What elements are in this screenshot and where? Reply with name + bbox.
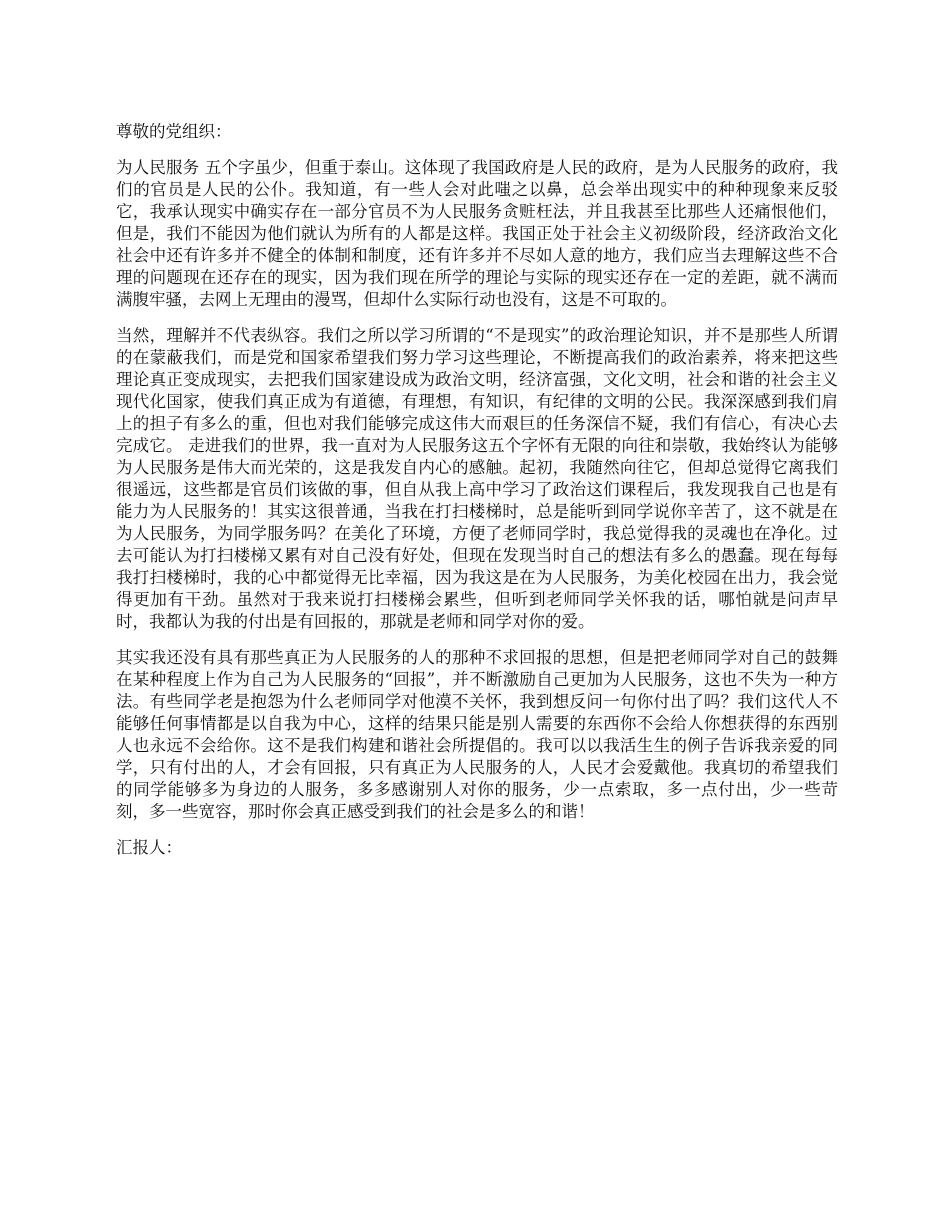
salutation: 尊敬的党组织：	[116, 122, 232, 141]
paragraph-2: 当然，理解并不代表纵容。我们之所以学习所谓的“不是现实”的政治理论知识，并不是那些人所谓的在蒙蔽我们，而是党和国家希望我们努力学习这些理论，不断提高我们的政治素养，将来把这些理论真正变成现实，去把我们国家建设成为政治文明，经济富强，文化文明，社会和谐的社会主义现代化国家，使我们真正成为有道德，有理想，有知识，有纪律的文明的公民。我深深感到我们肩上的担子有多么的重，但也对我们能够完成这伟大而艰巨的任务深信不疑，我们有信心，有决心去完成它。 走进我们的世界，我一直对为人民服务这五个字怀有无限的向往和崇敬，我始终认为能够为人民服务是伟大而光荣的，这是我发自内心的感触。起初，我随然向往它，但却总觉得它离我们很遥远，这些都是官员们该做的事，但自从我上高中学习了政治这们课程后，我发现我自己也是有能力为人民服务的！其实这很普通，当我在打扫楼梯时，总是能听到同学说你辛苦了，这不就是在为人民服务，为同学服务吗？在美化了环境，方便了老师同学时，我总觉得我的灵魂也在净化。过去可能认为打扫楼梯又累有对自己没有好处，但现在发现当时自己的想法有多么的愚蠢。现在每每我打扫楼梯时，我的心中都觉得无比幸福，因为我这是在为人民服务，为美化校园在出力，我会觉得更加有干劲。虽然对于我来说打扫楼梯会累些，但听到老师同学关怀我的话，哪怕就是问声早时，我都认为我的付出是有回报的，那就是老师和同学对你的爱。	[116, 326, 838, 631]
paragraph-1: 为人民服务 五个字虽少，但重于泰山。这体现了我国政府是人民的政府，是为人民服务的政府，我们的官员是人民的公仆。我知道，有一些人会对此嗤之以鼻，总会举出现实中的种种现象来反驳它，我承认现实中确实存在一部分官员不为人民服务贪赃枉法，并且我甚至比那些人还痛恨他们，但是，我们不能因为他们就认为所有的人都是这样。我国正处于社会主义初级阶段，经济政治文化社会中还有许多并不健全的体制和制度，还有许多并不尽如人意的地方，我们应当去理解这些不合理的问题现在还存在的现实，因为我们现在所学的理论与实际的现实还存在一定的差距，就不满而满腹牢骚，去网上无理由的漫骂，但却什么实际行动也没有，这是不可取的。	[116, 158, 838, 309]
signature-label: 汇报人：	[116, 838, 182, 857]
paragraph-3: 其实我还没有具有那些真正为人民服务的人的那种不求回报的思想，但是把老师同学对自己的鼓舞在某种程度上作为自己为人民服务的“回报”，并不断激励自己更加为人民服务，这也不失为一种方法。有些同学老是抱怨为什么老师同学对他漠不关怀，我到想反问一句你付出了吗？我们这代人不能够任何事情都是以自我为中心，这样的结果只能是别人需要的东西你不会给人你想获得的东西别人也永远不会给你。这不是我们构建和谐社会所提倡的。我可以以我活生生的例子告诉我亲爱的同学，只有付出的人，才会有回报，只有真正为人民服务的人，人民才会爱戴他。我真切的希望我们的同学能够多为身边的人服务，多多感谢别人对你的服务，少一点索取，多一点付出，少一些苛刻，多一些宽容，那时你会真正感受到我们的社会是多么的和谐！	[116, 648, 838, 821]
document-page	[116, 121, 838, 859]
